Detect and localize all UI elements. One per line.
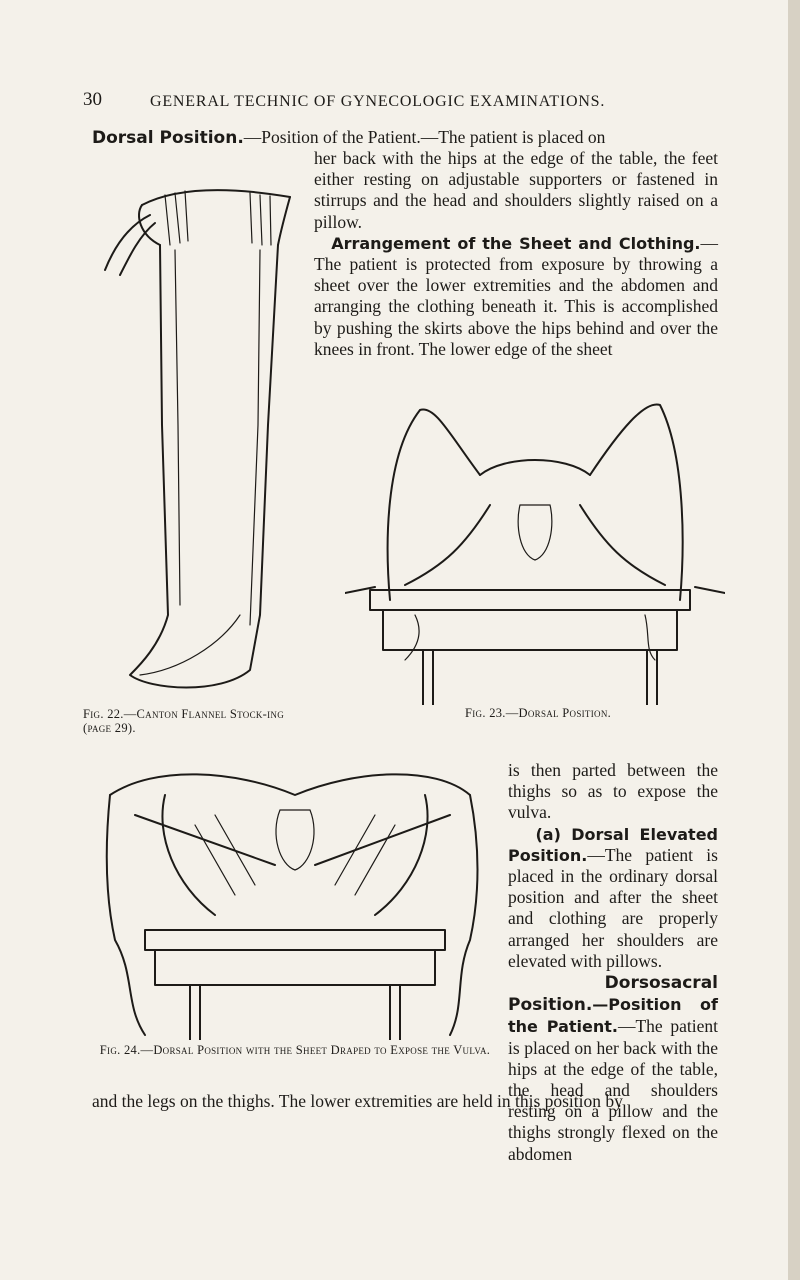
figure-22-stocking <box>100 175 300 705</box>
figure-24-draped <box>95 755 495 1040</box>
continuation-text: is then parted between the thighs so as to expose the vulva. <box>508 760 718 823</box>
figure-22-caption: Fig. 22.—Canton Flannel Stock-ing (page 29). <box>83 707 285 735</box>
section-first-line: —Position of the Patient.—The patient is placed on <box>243 127 606 147</box>
dorsal-position-text: her back with the hips at the edge of the table, the feet either resting on adjustable supporters or fastened in stirrups and the head and shoulders slightly raised on a pillow. <box>314 148 718 232</box>
elevated-label: (a) Dorsal Elevated Position. <box>508 824 719 865</box>
subsection-heading: Arrangement of the Sheet and Clothing. <box>331 233 701 253</box>
subsection-text: —The patient is protected from exposure by throwing a sheet over the lower extremities and the abdomen and arranging the clothing beneath it. This is accomplished by pushing the skirts above the hips behind and over the knees in front. The lower edge of the sheet <box>314 232 719 359</box>
running-head: GENERAL TECHNIC OF GYNECOLOGIC EXAMINATIONS. <box>150 93 606 110</box>
dorsosacral-subheading: —Position of the Patient. <box>508 995 718 1037</box>
section-dorsal-position-body <box>314 148 718 360</box>
section-dorsal-position-first-line <box>92 127 718 149</box>
figure-23-caption: Fig. 23.—Dorsal Position. <box>465 706 612 720</box>
elevated-text: —The patient is placed in the ordinary dorsal position and after the sheet and clothing are properly arranged her shoulders are elevated with pillows. <box>508 844 718 971</box>
dorsosacral-heading: Dorsosacral Position. <box>508 973 718 1016</box>
final-line: and the legs on the thighs. The lower extremities are held in this position by <box>92 1091 623 1111</box>
dorsosacral-text: —The patient is placed on her back with the hips at the edge of the table, the head and shoulders resting on a pillow and the thighs strongly flexed on the abdomen <box>508 1016 719 1164</box>
figure-24-caption: Fig. 24.—Dorsal Position with the Sheet Draped to Expose the Vulva. <box>99 1043 491 1057</box>
page-edge <box>788 0 800 1280</box>
page-number: 30 <box>83 89 102 110</box>
section-heading: Dorsal Position. <box>92 128 244 148</box>
figure-23-dorsal-position <box>345 395 725 705</box>
